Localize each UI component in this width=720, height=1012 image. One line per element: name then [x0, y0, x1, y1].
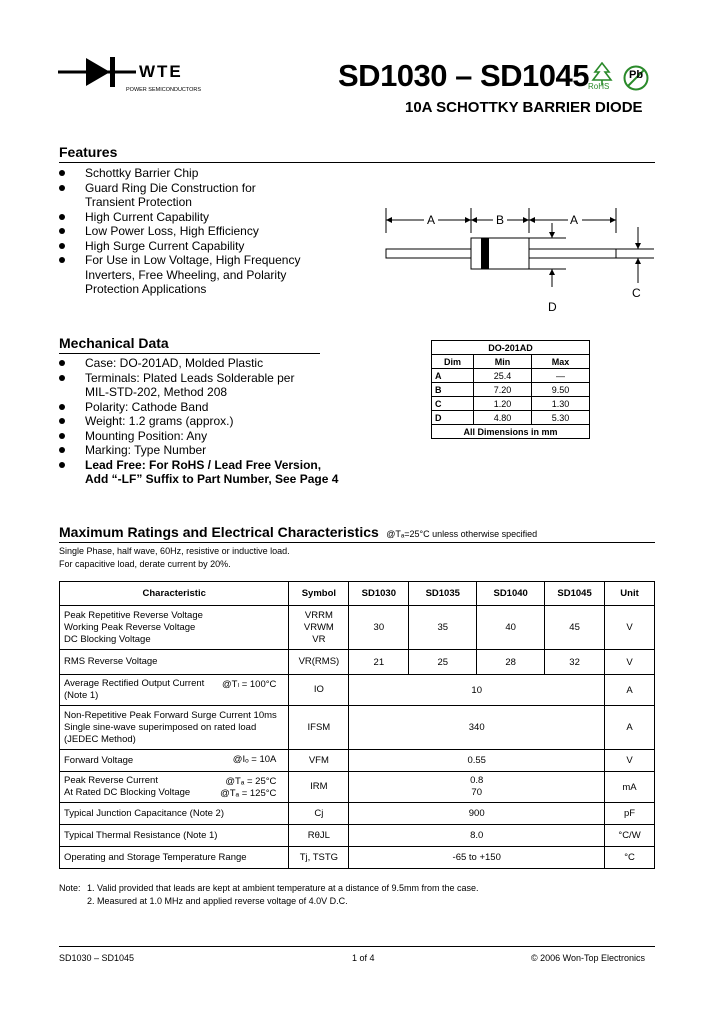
list-item-text: Low Power Loss, High Efficiency	[85, 224, 259, 238]
ratings-header-cell: SD1030	[349, 582, 409, 606]
dim-table-cell: B	[432, 383, 474, 397]
characteristic-cell	[60, 772, 289, 803]
dimension-table	[431, 340, 590, 439]
ratings-row	[60, 772, 655, 803]
dim-label-b: B	[496, 213, 505, 227]
symbol-text: VRRM	[304, 609, 333, 621]
unit-cell: pF	[605, 803, 655, 825]
characteristic-cell	[60, 606, 289, 650]
list-item-text: Case: DO-201AD, Molded Plastic	[85, 356, 264, 370]
symbol-cell	[289, 825, 349, 847]
value-cell: 900	[349, 803, 605, 825]
bullet-icon	[59, 462, 65, 468]
bullet-icon	[59, 447, 65, 453]
unit-cell: V	[605, 650, 655, 675]
bullet-icon	[59, 418, 65, 424]
value-cell: 35	[409, 606, 477, 650]
value-text: 0.8	[470, 775, 484, 786]
list-item-text: Protection Applications	[85, 282, 207, 296]
value-cell: 21	[349, 650, 409, 675]
dim-label-a1: A	[427, 213, 436, 227]
list-item-text: Transient Protection	[85, 195, 192, 209]
dim-label-a2: A	[570, 213, 579, 227]
dim-table-cell: 1.20	[474, 397, 532, 411]
bullet-icon	[59, 243, 65, 249]
ratings-row	[60, 606, 655, 650]
bullet-icon	[59, 375, 65, 381]
ratings-row	[60, 675, 655, 706]
mechanical-rule	[59, 353, 320, 354]
brand-name: WTE	[139, 62, 183, 81]
list-item-text: Weight: 1.2 grams (approx.)	[85, 414, 234, 428]
diode-dimension-diagram	[380, 205, 660, 315]
characteristic-text: Operating and Storage Temperature Range	[64, 851, 247, 863]
symbol-cell	[289, 650, 349, 675]
characteristic-text: (Note 1)	[64, 690, 99, 701]
dim-table-cell: D	[432, 411, 474, 425]
characteristic-text: Peak Repetitive Reverse Voltage	[64, 609, 203, 621]
characteristic-text: RMS Reverse Voltage	[64, 656, 158, 667]
symbol-text: VRWM	[303, 621, 334, 633]
value-cell: 32	[545, 650, 605, 675]
characteristic-text: DC Blocking Voltage	[64, 633, 151, 645]
characteristic-text: Peak Reverse Current	[64, 775, 158, 786]
bullet-icon	[59, 257, 65, 263]
characteristic-text: Forward Voltage	[64, 754, 134, 766]
footer-left: SD1030 – SD1045	[59, 953, 135, 963]
dim-table-footer: All Dimensions in mm	[432, 425, 590, 439]
characteristic-text: (JEDEC Method)	[64, 733, 136, 745]
characteristic-cell	[60, 706, 289, 750]
brand-sub: POWER SEMICONDUCTORS	[126, 87, 202, 93]
symbol-text: IRM	[310, 781, 328, 792]
characteristic-text: Average Rectified Output Current	[64, 678, 205, 689]
dim-table-row	[432, 411, 590, 425]
bullet-icon	[59, 185, 65, 191]
symbol-cell	[289, 803, 349, 825]
list-item-text: MIL-STD-202, Method 208	[85, 385, 228, 399]
characteristic-cell	[60, 847, 289, 869]
dim-table-row	[432, 383, 590, 397]
list-item-text: Lead Free: For RoHS / Lead Free Version,	[85, 457, 322, 472]
dim-col-max: Max	[532, 355, 590, 369]
value-cell	[349, 772, 605, 803]
dim-table-cell: 25.4	[474, 369, 532, 383]
dim-table-cell: 7.20	[474, 383, 532, 397]
ratings-condition: @Tₐ=25°C unless otherwise specified	[386, 529, 538, 539]
ratings-table	[59, 581, 655, 869]
symbol-text: IFSM	[307, 721, 331, 733]
list-item-text: For Use in Low Voltage, High Frequency	[85, 253, 301, 267]
unit-cell: A	[605, 675, 655, 706]
list-item-text: Inverters, Free Wheeling, and Polarity	[85, 267, 287, 282]
bullet-icon	[59, 214, 65, 220]
characteristic-text: Typical Junction Capacitance (Note 2)	[64, 807, 224, 819]
dim-table-title: DO-201AD	[432, 341, 590, 355]
footer-page: 1 of 4	[352, 953, 375, 963]
bullet-icon	[59, 360, 65, 366]
characteristic-cell	[60, 650, 289, 675]
symbol-cell	[289, 772, 349, 803]
ratings-note-2: For capacitive load, derate current by 20%.	[59, 559, 231, 569]
unit-cell: °C/W	[605, 825, 655, 847]
value-cell: -65 to +150	[349, 847, 605, 869]
unit-cell: V	[605, 750, 655, 772]
characteristic-text: Working Peak Reverse Voltage	[64, 621, 196, 633]
symbol-cell	[289, 750, 349, 772]
ratings-header-cell: Symbol	[289, 582, 349, 606]
condition-text: @Tₗ = 100°C	[222, 679, 277, 690]
symbol-cell	[289, 847, 349, 869]
ratings-row	[60, 825, 655, 847]
mechanical-heading: Mechanical Data	[59, 335, 169, 351]
list-item-text: Polarity: Cathode Band	[85, 399, 209, 414]
value-cell: 28	[477, 650, 545, 675]
dim-col-min: Min	[474, 355, 532, 369]
ratings-header-row	[60, 582, 655, 606]
characteristic-cell	[60, 825, 289, 847]
ratings-header-cell: SD1045	[545, 582, 605, 606]
dim-table-cell: 5.30	[532, 411, 590, 425]
dim-table-cell: 4.80	[474, 411, 532, 425]
page-subtitle: 10A SCHOTTKY BARRIER DIODE	[405, 99, 643, 116]
dim-label-c: C	[632, 286, 641, 300]
ratings-header-cell: Characteristic	[60, 582, 289, 606]
characteristic-cell	[60, 803, 289, 825]
unit-cell: °C	[605, 847, 655, 869]
dim-table-row	[432, 397, 590, 411]
symbol-cell	[289, 675, 349, 706]
symbol-text: VR(RMS)	[298, 656, 340, 667]
page-title: SD1030 – SD1045	[338, 58, 590, 93]
list-item-text: High Surge Current Capability	[85, 238, 245, 253]
ratings-row	[60, 803, 655, 825]
characteristic-text: Non-Repetitive Peak Forward Surge Current 10ms	[64, 709, 277, 721]
value-cell: 40	[477, 606, 545, 650]
list-item-text: Terminals: Plated Leads Solderable per	[85, 370, 295, 385]
symbol-text: Tj, TSTG	[299, 851, 339, 863]
ratings-header-cell: SD1040	[477, 582, 545, 606]
ratings-row	[60, 750, 655, 772]
pb-label: Pb	[629, 69, 644, 81]
dim-table-cell: —	[532, 369, 590, 383]
bullet-icon	[59, 404, 65, 410]
ratings-row	[60, 650, 655, 675]
footer-copyright: © 2006 Won-Top Electronics	[531, 953, 646, 963]
condition-text: @Iₒ = 10A	[232, 754, 277, 765]
ratings-heading-row	[59, 524, 537, 542]
characteristic-cell	[60, 750, 289, 772]
unit-cell: V	[605, 606, 655, 650]
dim-table-cell: A	[432, 369, 474, 383]
characteristic-text: Typical Thermal Resistance (Note 1)	[64, 829, 218, 841]
ratings-header-cell: Unit	[605, 582, 655, 606]
symbol-text: RθJL	[307, 829, 330, 841]
list-item-text: High Current Capability	[85, 209, 210, 224]
value-cell: 25	[409, 650, 477, 675]
value-cell: 10	[349, 675, 605, 706]
dim-table-cell: 9.50	[532, 383, 590, 397]
wte-logo-diode-icon	[58, 55, 138, 87]
unit-cell: mA	[605, 772, 655, 803]
value-text: 70	[471, 787, 482, 798]
characteristic-cell	[60, 675, 289, 706]
value-cell: 0.55	[349, 750, 605, 772]
ratings-rule	[59, 542, 655, 543]
list-item-text: Guard Ring Die Construction for	[85, 180, 256, 195]
ratings-heading: Maximum Ratings and Electrical Characteristics	[59, 524, 379, 540]
note-2: 2. Measured at 1.0 MHz and applied reverse voltage of 4.0V D.C.	[87, 896, 348, 906]
list-item-text: Marking: Type Number	[85, 443, 207, 457]
dim-table-cell: 1.30	[532, 397, 590, 411]
condition-text: @Tₐ = 125°C	[220, 788, 277, 799]
footer-rule	[59, 946, 655, 947]
note-1: 1. Valid provided that leads are kept at ambient temperature at a distance of 9.5mm from the case.	[87, 883, 479, 893]
value-cell: 45	[545, 606, 605, 650]
symbol-text: Cj	[314, 807, 324, 819]
bullet-icon	[59, 433, 65, 439]
dim-table-row	[432, 369, 590, 383]
value-cell: 8.0	[349, 825, 605, 847]
ratings-row	[60, 847, 655, 869]
dim-col-dim: Dim	[432, 355, 474, 369]
rohs-label: RoHS	[588, 82, 610, 91]
unit-cell: A	[605, 706, 655, 750]
list-item-text: Add “-LF” Suffix to Part Number, See Page 4	[85, 472, 339, 486]
symbol-text: VR	[312, 633, 326, 645]
characteristic-text: At Rated DC Blocking Voltage	[64, 787, 191, 798]
dim-table-cell: C	[432, 397, 474, 411]
list-item-text: Schottky Barrier Chip	[85, 166, 199, 180]
value-cell: 30	[349, 606, 409, 650]
symbol-text: VFM	[308, 754, 329, 766]
features-heading: Features	[59, 144, 118, 160]
condition-text: @Tₐ = 25°C	[225, 776, 277, 787]
symbol-text: IO	[313, 684, 324, 695]
features-rule	[59, 162, 655, 163]
ratings-note-1: Single Phase, half wave, 60Hz, resistive or inductive load.	[59, 546, 290, 556]
ratings-header-cell: SD1035	[409, 582, 477, 606]
notes-label: Note:	[59, 883, 81, 893]
ratings-row	[60, 706, 655, 750]
bullet-icon	[59, 170, 65, 176]
characteristic-text: Single sine-wave superimposed on rated load	[64, 721, 257, 733]
bullet-icon	[59, 228, 65, 234]
symbol-cell	[289, 606, 349, 650]
list-item-text: Mounting Position: Any	[85, 428, 208, 443]
value-cell: 340	[349, 706, 605, 750]
dim-label-d: D	[548, 300, 557, 314]
symbol-cell	[289, 706, 349, 750]
